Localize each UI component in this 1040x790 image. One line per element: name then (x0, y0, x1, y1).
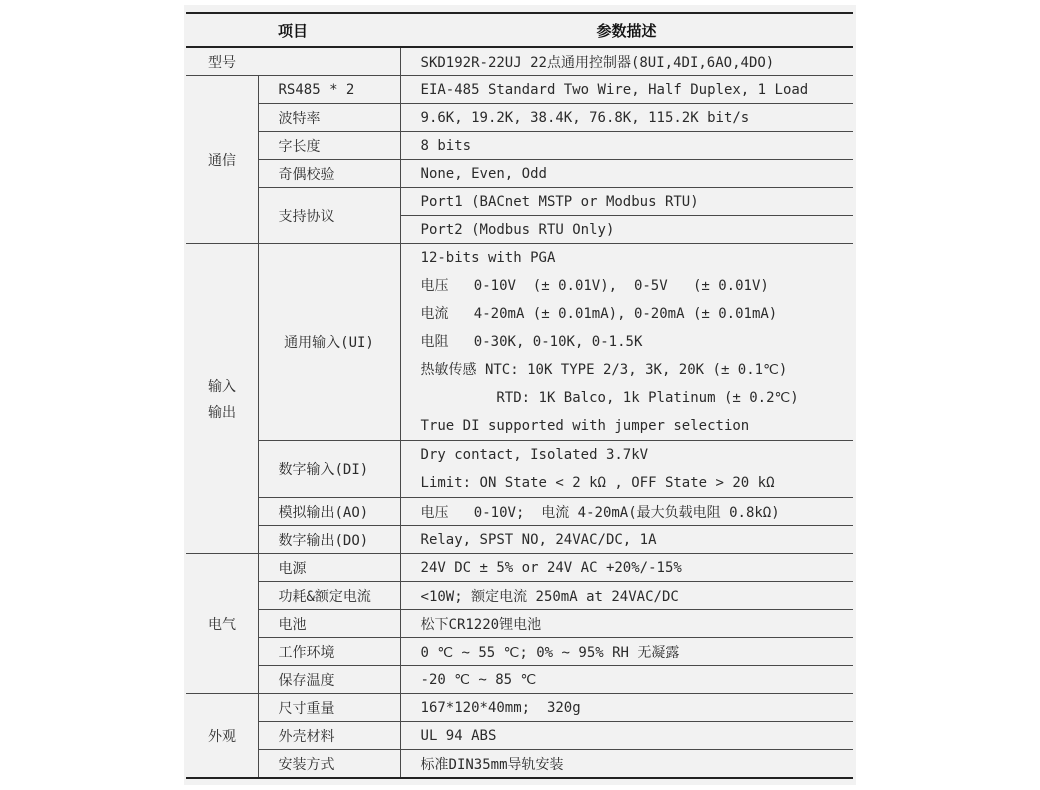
table-row-di (186, 441, 853, 498)
group-electrical: 电气 (186, 554, 258, 694)
group-io (186, 244, 258, 554)
table-header-row (186, 13, 853, 47)
protocol-label: 支持协议 (258, 188, 400, 244)
ui-line: 电压 0-10V (± 0.01V), 0-5V (± 0.01V) (420, 278, 769, 294)
table-row-ao (186, 498, 853, 526)
row-value: 标准DIN35mm导轨安装 (400, 750, 853, 779)
row-label: 波特率 (258, 104, 400, 132)
do-value: Relay, SPST NO, 24VAC/DC, 1A (400, 526, 853, 554)
row-value: <10W; 额定电流 250mA at 24VAC/DC (400, 582, 853, 610)
row-label: 尺寸重量 (258, 694, 400, 722)
table-row (186, 638, 853, 666)
table-row (186, 188, 853, 216)
row-label: 电源 (258, 554, 400, 582)
row-label: 安装方式 (258, 750, 400, 779)
ao-label: 模拟输出(AO) (258, 498, 400, 526)
table-row (186, 694, 853, 722)
di-line: Dry contact, Isolated 3.7kV (420, 447, 649, 463)
row-label: 奇偶校验 (258, 160, 400, 188)
model-value: SKD192R-22UJ 22点通用控制器(8UI,4DI,6AO,4DO) (400, 47, 853, 76)
row-label: 工作环境 (258, 638, 400, 666)
table-row (186, 160, 853, 188)
row-value: 0 ℃ ~ 55 ℃; 0% ~ 95% RH 无凝露 (400, 638, 853, 666)
di-label: 数字输入(DI) (258, 441, 400, 498)
spec-table (186, 12, 853, 779)
ui-specs (400, 244, 853, 441)
row-value: 9.6K, 19.2K, 38.4K, 76.8K, 115.2K bit/s (400, 104, 853, 132)
row-value: EIA-485 Standard Two Wire, Half Duplex, 1 Load (400, 76, 853, 104)
protocol-port1: Port1 (BACnet MSTP or Modbus RTU) (400, 188, 853, 216)
ui-line: 热敏传感 NTC: 10K TYPE 2/3, 3K, 20K (± 0.1℃) (420, 362, 788, 378)
row-value: -20 ℃ ~ 85 ℃ (400, 666, 853, 694)
ui-line: True DI supported with jumper selection (420, 418, 750, 434)
ui-line: 电阻 0-30K, 0-10K, 0-1.5K (420, 334, 643, 350)
table-row (186, 554, 853, 582)
do-label: 数字输出(DO) (258, 526, 400, 554)
table-row (186, 582, 853, 610)
row-label: RS485 * 2 (258, 76, 400, 104)
header-description: 参数描述 (400, 13, 853, 47)
table-row (186, 104, 853, 132)
row-value: 167*120*40mm; 320g (400, 694, 853, 722)
table-row-do (186, 526, 853, 554)
row-value: 松下CR1220锂电池 (400, 610, 853, 638)
group-communication: 通信 (186, 76, 258, 244)
ui-label: 通用输入(UI) (258, 244, 400, 441)
row-value: 24V DC ± 5% or 24V AC +20%/-15% (400, 554, 853, 582)
table-row (186, 76, 853, 104)
group-io-line2: 输出 (208, 404, 236, 421)
protocol-port2: Port2 (Modbus RTU Only) (400, 216, 853, 244)
group-appearance: 外观 (186, 694, 258, 779)
row-value: UL 94 ABS (400, 722, 853, 750)
row-value: None, Even, Odd (400, 160, 853, 188)
row-label: 保存温度 (258, 666, 400, 694)
table-row (186, 722, 853, 750)
row-label: 外壳材料 (258, 722, 400, 750)
ui-line: 电流 4-20mA (± 0.01mA), 0-20mA (± 0.01mA) (420, 306, 778, 322)
table-row (186, 750, 853, 779)
row-label: 电池 (258, 610, 400, 638)
table-row (186, 610, 853, 638)
row-label: 字长度 (258, 132, 400, 160)
row-label: 功耗&额定电流 (258, 582, 400, 610)
group-io-line1: 输入 (208, 378, 236, 395)
ui-line: RTD: 1K Balco, 1k Platinum (± 0.2℃) (420, 390, 799, 406)
model-label: 型号 (186, 47, 400, 76)
table-row (186, 132, 853, 160)
ui-line: 12-bits with PGA (420, 250, 556, 266)
header-item: 项目 (186, 13, 400, 47)
di-line: Limit: ON State < 2 kΩ , OFF State > 20 kΩ (420, 475, 775, 491)
row-value: 8 bits (400, 132, 853, 160)
table-row-ui (186, 244, 853, 441)
di-specs (400, 441, 853, 498)
table-row-model (186, 47, 853, 76)
table-row (186, 666, 853, 694)
ao-value: 电压 0-10V; 电流 4-20mA(最大负载电阻 0.8kΩ) (400, 498, 853, 526)
